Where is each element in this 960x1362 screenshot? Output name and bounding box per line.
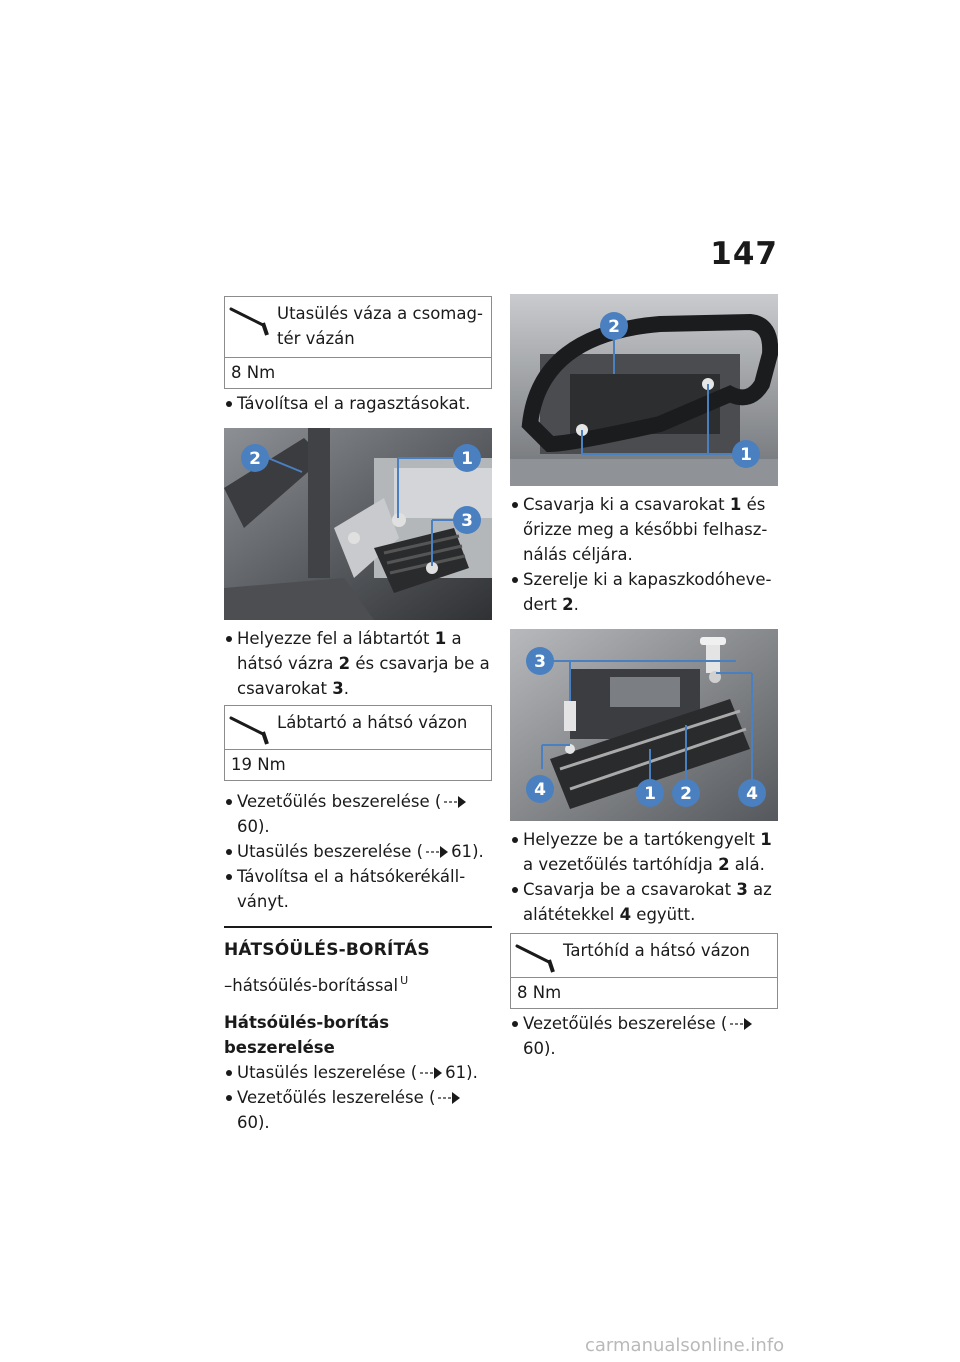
right-column: [510, 294, 778, 1061]
support-bracket-figure: [510, 629, 778, 821]
torque-spec-value: 19 Nm: [231, 755, 286, 774]
left-column: [224, 296, 492, 1135]
callout-label: 4: [534, 780, 546, 800]
instruction-list: [224, 1060, 492, 1135]
torque-spec-header: [225, 297, 491, 358]
instruction-list: [224, 626, 492, 701]
instruction-step: Távolítsa el a hátsókerékáll-ványt.: [224, 864, 492, 914]
callout-label: 1: [644, 784, 656, 804]
watermark: carmanualsonline.info: [585, 1335, 785, 1356]
instruction-step: Csavarja ki a csavarokat 1 és őrizze meg a későbbi felhasz-nálás céljára.: [510, 492, 778, 567]
grab-strap-figure: [510, 294, 778, 486]
instruction-step: Utasülés leszerelése ( 61).: [224, 1060, 492, 1085]
instruction-list: [224, 789, 492, 914]
torque-spec-value: 8 Nm: [231, 363, 276, 382]
torque-spec-box: [510, 933, 778, 1009]
callout-label: 2: [249, 449, 261, 469]
page-reference-arrow-icon: [420, 1067, 442, 1079]
torque-spec-box: [224, 296, 492, 389]
callout-label: 2: [608, 317, 620, 337]
torque-spec-header: [511, 934, 777, 978]
page-reference-arrow-icon: [730, 1018, 752, 1030]
torque-spec-label: Utasülés váza a csomag-tér vázán: [277, 304, 483, 348]
callout-label: 4: [746, 784, 758, 804]
torque-spec-label: Lábtartó a hátsó vázon: [277, 713, 468, 732]
callout-label: 3: [534, 652, 546, 672]
page-reference-arrow-icon: [438, 1092, 460, 1104]
instruction-step: Vezetőülés leszerelése (60).: [224, 1085, 492, 1135]
footrest-photo: [224, 428, 492, 620]
support-bracket-photo: [510, 629, 778, 821]
section-divider: [224, 926, 492, 928]
section-title: HÁTSÓÜLÉS-BORÍTÁS: [224, 940, 430, 960]
callout-label: 1: [461, 449, 473, 469]
instruction-step: Helyezze fel a lábtartót 1 a hátsó vázra 2 és csavarja be a csavarokat 3.: [224, 626, 492, 701]
callout-label: 3: [461, 511, 473, 531]
torque-spec-label: Tartóhíd a hátsó vázon: [563, 941, 750, 960]
instruction-list: [510, 827, 778, 927]
instruction-list: [510, 492, 778, 617]
torque-wrench-icon: [229, 305, 271, 337]
torque-spec-box: [224, 705, 492, 781]
grab-strap-photo: [510, 294, 778, 486]
optional-equipment-mark: U: [400, 974, 409, 987]
callout-label: 2: [680, 784, 692, 804]
instruction-step: Távolítsa el a ragasztásokat.: [224, 391, 492, 416]
instruction-list: [224, 391, 492, 416]
page-reference-arrow-icon: [444, 796, 466, 808]
instruction-step: Helyezze be a tartókengyelt 1 a vezetőülés tartóhídja 2 alá.: [510, 827, 778, 877]
torque-spec-value: 8 Nm: [517, 983, 562, 1002]
subsection-heading: Hátsóülés-borítás beszerelése: [224, 1013, 390, 1057]
instruction-step: Szerelje ki a kapaszkodóheve-dert 2.: [510, 567, 778, 617]
instruction-list: [510, 1011, 778, 1061]
callout-label: 1: [740, 445, 752, 465]
torque-wrench-icon: [515, 942, 557, 974]
instruction-step: Utasülés beszerelése ( 61).: [224, 839, 492, 864]
page-number: 147: [710, 236, 778, 272]
torque-spec-header: [225, 706, 491, 750]
instruction-step: Csavarja be a csavarokat 3 az alátétekkel 4 együtt.: [510, 877, 778, 927]
section-equipment-note: –hátsóülés-borítással $^U$: [224, 974, 409, 995]
instruction-step: Vezetőülés beszerelése (60).: [224, 789, 492, 839]
page-reference-arrow-icon: [426, 846, 448, 858]
torque-wrench-icon: [229, 714, 271, 746]
instruction-step: Vezetőülés beszerelése (60).: [510, 1011, 778, 1061]
footrest-figure: [224, 428, 492, 620]
